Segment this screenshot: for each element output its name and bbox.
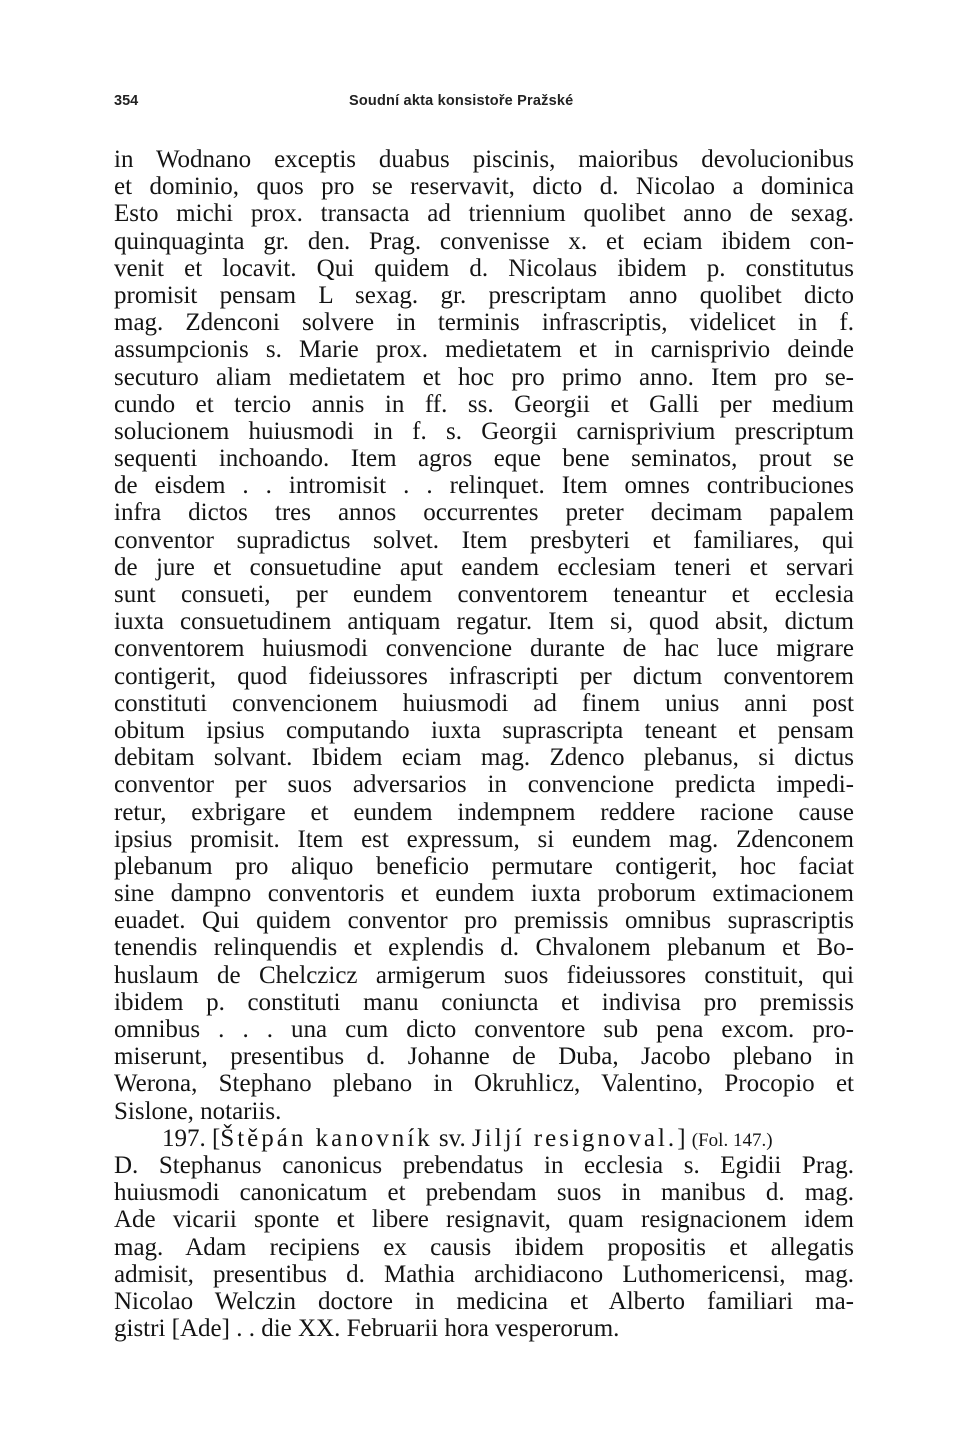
entry197-line: D. Stephanus canonicus prebendatus in ecclesia s. Egidii Prag. [114, 1151, 854, 1179]
paragraph1-line: retur, exbrigare et eundem indempnem reddere racione cause [114, 798, 854, 826]
entry197-line: Nicolao Welczin doctore in medicina et Alberto familiari ma- [114, 1287, 854, 1315]
paragraph1-line: miserunt, presentibus d. Johanne de Duba, Jacobo plebano in [114, 1043, 854, 1071]
paragraph1-line: euadet. Qui quidem conventor pro premissis omnibus suprascriptis [114, 907, 854, 935]
paragraph1-line: constituti convencionem huiusmodi ad finem unius anni post [114, 689, 854, 717]
paragraph1-line: iuxta consuetudinem antiquam regatur. Item si, quod absit, dictum [114, 608, 854, 636]
paragraph1-line: contigerit, quod fideiussores infrascripti per dictum conventorem [114, 662, 854, 690]
paragraph1-line: assumpcionis s. Marie prox. medietatem et in carnisprivio deinde [114, 336, 854, 364]
paragraph1-line: debitam solvant. Ibidem eciam mag. Zdenco plebanus, si dictus [114, 744, 854, 772]
paragraph1-line: ipsius promisit. Item est expressum, si eundem mag. Zdenconem [114, 825, 854, 853]
entry-heading-line [114, 1125, 854, 1152]
paragraph1-line: Werona, Stephano plebano in Okruhlicz, Valentino, Procopio et [114, 1070, 854, 1098]
entry-197-text [114, 1152, 854, 1342]
entry197-line: huiusmodi canonicatum et prebendam suos in manibus d. mag. [114, 1179, 854, 1207]
paragraph1-line: promisit pensam L sexag. gr. prescriptam anno quolibet dicto [114, 281, 854, 309]
running-header [114, 93, 854, 115]
page-number: 354 [114, 93, 139, 109]
paragraph1-line: sine dampno conventoris et eundem iuxta proborum extimacionem [114, 880, 854, 908]
entry197-line: gistri [Ade] . . die XX. Februarii hora vesperorum. [114, 1315, 620, 1343]
paragraph1-line: ibidem p. constituti manu coniuncta et indivisa pro premissis [114, 988, 854, 1016]
paragraph1-line: omnibus . . . una cum dicto conventore sub pena excom. pro- [114, 1016, 854, 1043]
entry-heading-name: Štěpán kanovník [220, 1124, 433, 1152]
paragraph1-line: venit et locavit. Qui quidem d. Nicolaus ibidem p. constitutus [114, 254, 854, 282]
paragraph1-line: et dominio, quos pro se reservavit, dicto d. Nicolao a dominica [114, 173, 854, 201]
paragraph1-line: Esto michi prox. transacta ad triennium quolibet anno de sexag. [114, 200, 854, 228]
entry197-line: mag. Adam recipiens ex causis ibidem propositis et allegatis [114, 1233, 854, 1261]
paragraph1-line: conventor supradictus solvet. Item presbyteri et familiares, qui [114, 526, 854, 554]
paragraph1-line: sequenti inchoando. Item agros eque bene seminatos, prout se [114, 445, 854, 473]
body-text [114, 146, 854, 1342]
entry197-line: Ade vicarii sponte et libere resignavit, quam resignacionem idem [114, 1206, 854, 1234]
paragraph1-line: solucionem huiusmodi in f. s. Georgii carnisprivium prescriptum [114, 417, 854, 445]
paragraph1-line: de jure et consuetudine aput eandem ecclesiam teneri et servari [114, 553, 854, 581]
paragraph1-line: obitum ipsius computando iuxta suprascripta teneant et pensam [114, 716, 854, 744]
entry-heading-mid: sv. [432, 1124, 473, 1152]
paragraph1-line: quinquaginta gr. den. Prag. convenisse x. et eciam ibidem con- [114, 227, 854, 255]
paragraph-continued [114, 146, 854, 1125]
paragraph1-line: tenendis relinquendis et explendis d. Chvalonem plebanum et Bo- [114, 934, 854, 962]
paragraph1-line: huslaum de Chelczicz armigerum suos fideiussores constituit, qui [114, 961, 854, 989]
paragraph1-line: plebanum pro aliquo beneficio permutare contigerit, hoc faciat [114, 852, 854, 880]
folio-reference: (Fol. 147.) [691, 1129, 773, 1151]
paragraph1-line: de eisdem . . intromisit . . relinquet. Item omnes contribuciones [114, 472, 854, 500]
paragraph1-line: Sislone, notariis. [114, 1097, 282, 1125]
running-title: Soudní akta konsistoře Pražské [349, 93, 574, 109]
paragraph1-line: cundo et tercio annis in ff. ss. Georgii et Galli per medium [114, 390, 854, 418]
paragraph1-line: conventorem huiusmodi convencione durante de hac luce migrare [114, 635, 854, 663]
paragraph1-line: in Wodnano exceptis duabus piscinis, maioribus devolucionibus [114, 146, 854, 173]
paragraph1-line: infra dictos tres annos occurrentes preter decimam papalem [114, 499, 854, 527]
entry-heading: [Štěpán kanovník sv. Jiljí resignoval.] [212, 1124, 686, 1152]
entry197-line: admisit, presentibus d. Mathia archidiacono Luthomericensi, mag. [114, 1260, 854, 1288]
entry-number: 197. [162, 1124, 206, 1152]
paragraph1-line: sunt consueti, per eundem conventorem teneantur et ecclesia [114, 581, 854, 608]
paragraph1-line: conventor per suos adversarios in convencione predicta impedi- [114, 771, 854, 799]
entry-heading-action: Jiljí resignoval. [472, 1124, 678, 1152]
paragraph1-line: secuturo aliam medietatem et hoc pro primo anno. Item pro se- [114, 363, 854, 391]
paragraph1-line: mag. Zdenconi solvere in terminis infrascriptis, videlicet in f. [114, 309, 854, 337]
